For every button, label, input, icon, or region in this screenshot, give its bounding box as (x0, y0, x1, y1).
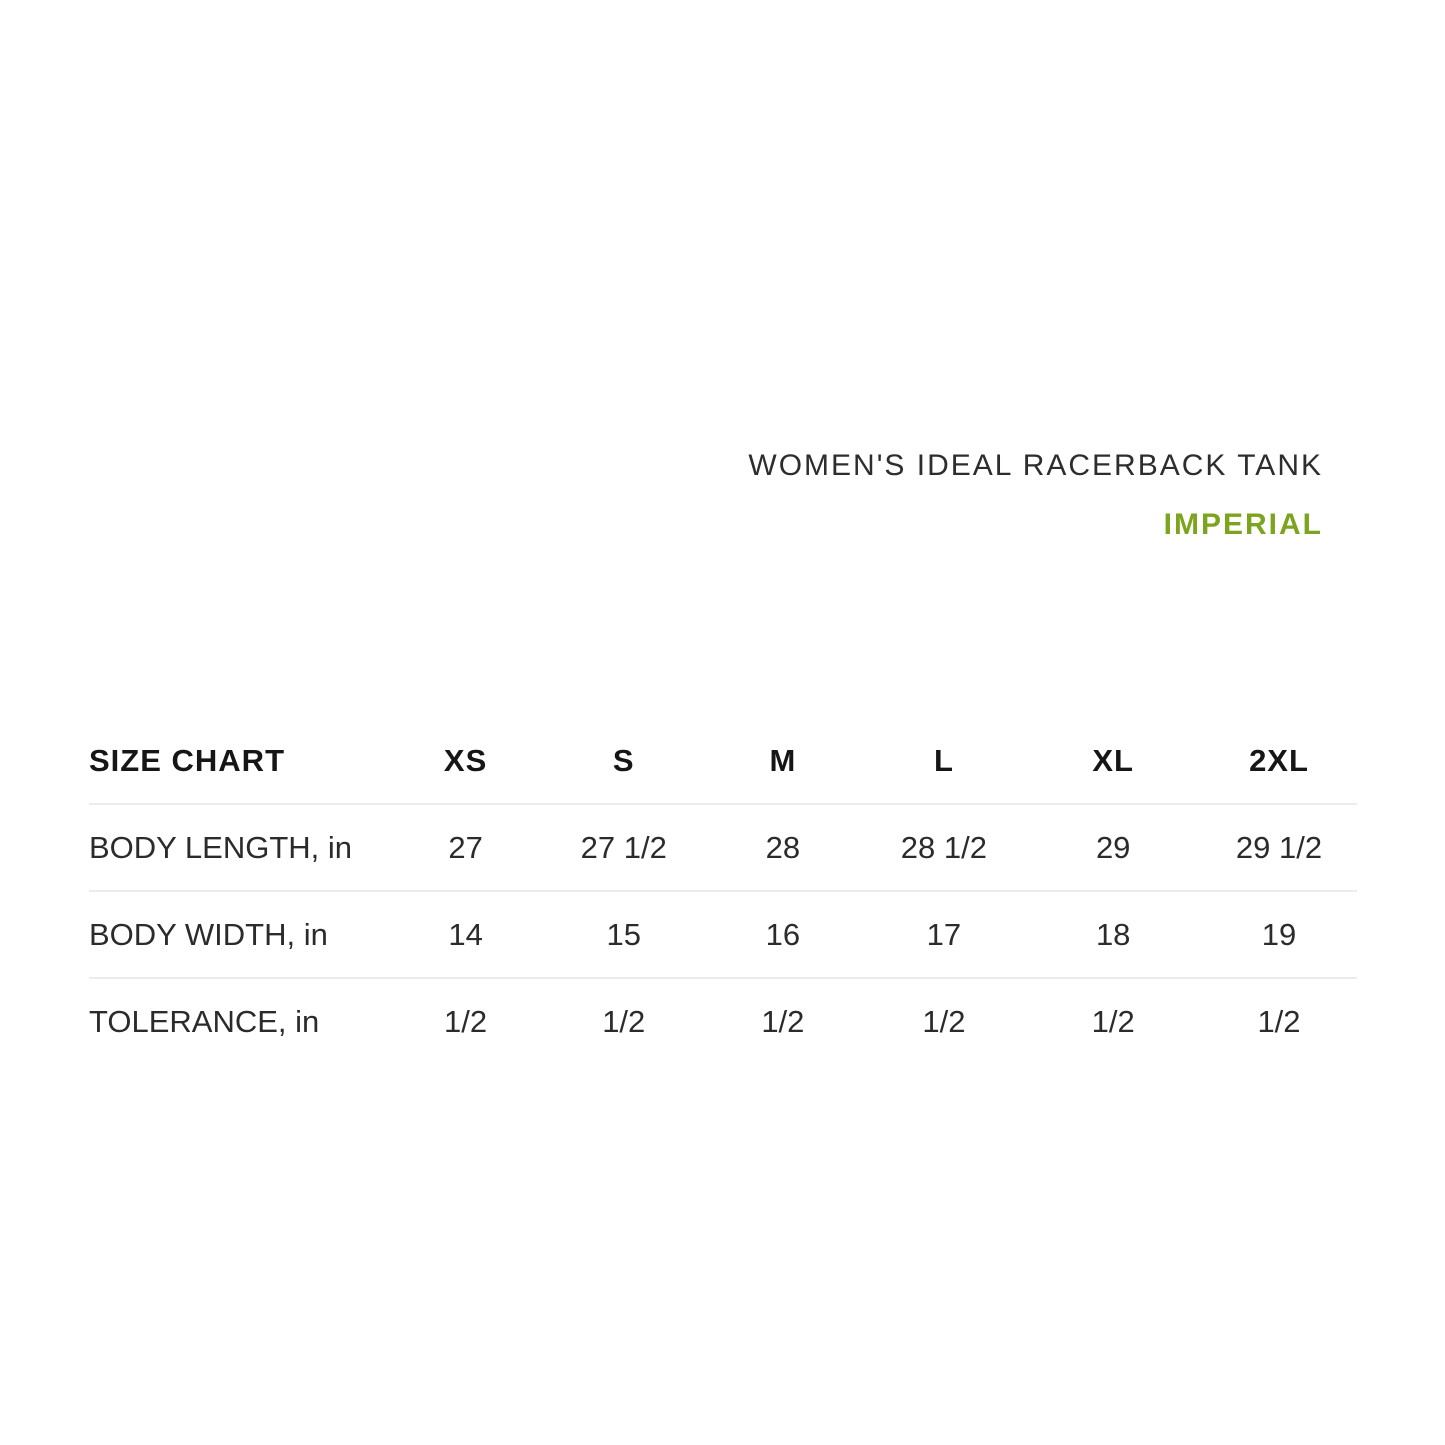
table-corner-label: SIZE CHART (89, 742, 285, 778)
table-cell: 29 (1095, 829, 1131, 865)
row-label: BODY WIDTH, in (89, 916, 328, 952)
table-cell: 17 (926, 916, 962, 952)
table-cell: 19 (1261, 916, 1297, 952)
table-cell: 1/2 (444, 1003, 488, 1039)
table-cell: 28 (765, 829, 801, 865)
table-row-body-length (89, 804, 1357, 891)
table-cell: 16 (765, 916, 801, 952)
size-chart-table (89, 718, 1357, 1064)
table-cell: 1/2 (761, 1003, 805, 1039)
table-cell: 1/2 (922, 1003, 966, 1039)
table-cell: 18 (1095, 916, 1131, 952)
table-cell: 1/2 (1091, 1003, 1135, 1039)
column-header-xs: XS (443, 742, 488, 778)
column-header-xl: XL (1092, 742, 1134, 778)
product-title: WOMEN'S IDEAL RACERBACK TANK (748, 449, 1323, 482)
header-block (748, 450, 1323, 540)
table-cell: 27 1/2 (580, 829, 667, 865)
header-row (89, 718, 1357, 804)
table-cell: 29 1/2 (1235, 829, 1323, 865)
column-header-2xl: 2XL (1249, 742, 1309, 778)
table-cell: 28 1/2 (900, 829, 987, 865)
column-header-m: M (769, 742, 797, 778)
table-row-body-width (89, 891, 1357, 978)
unit-system-label: IMPERIAL (1163, 508, 1323, 541)
table-cell: 27 (448, 829, 483, 865)
table-row-tolerance (89, 978, 1357, 1064)
table-cell: 15 (606, 916, 641, 952)
table-cell: 14 (448, 916, 483, 952)
table-cell: 1/2 (602, 1003, 646, 1039)
size-chart-section (89, 718, 1357, 1064)
column-header-s: S (612, 742, 635, 778)
row-label: TOLERANCE, in (89, 1003, 320, 1039)
column-header-l: L (933, 742, 954, 778)
table-cell: 1/2 (1257, 1003, 1301, 1039)
row-label: BODY LENGTH, in (89, 829, 353, 865)
